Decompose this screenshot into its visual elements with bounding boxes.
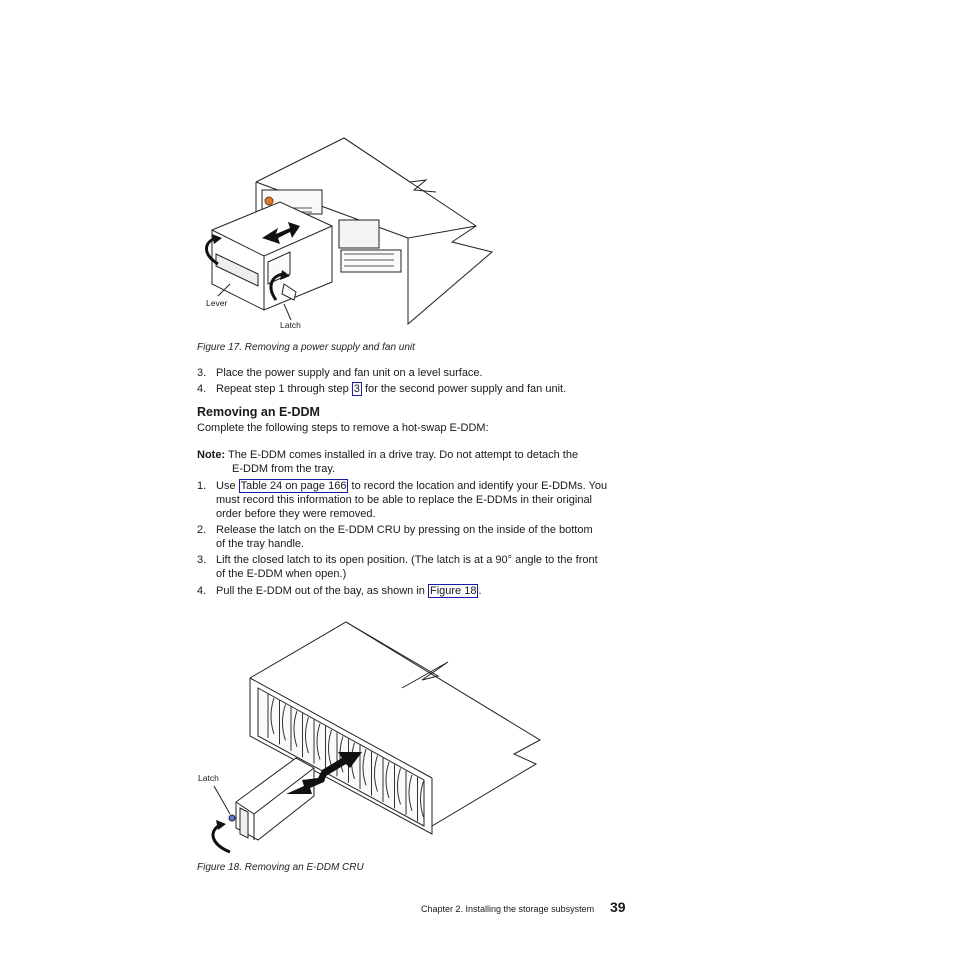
note-text: E-DDM from the tray. xyxy=(232,463,336,475)
step-text: for the second power supply and fan unit. xyxy=(361,383,567,395)
step-text: of the tray handle. xyxy=(216,538,305,550)
figure17-lever-label: Lever xyxy=(206,298,228,308)
footer-chapter: Chapter 2. Installing the storage subsystem xyxy=(421,904,595,914)
list-item xyxy=(197,553,627,581)
step-text: Place the power supply and fan unit on a level surface. xyxy=(216,367,483,379)
step-3-link[interactable]: 3 xyxy=(353,383,360,395)
figure18-latch-label: Latch xyxy=(198,773,219,783)
step-text: Use xyxy=(216,480,239,492)
table-24-link[interactable]: Table 24 on page 166 xyxy=(240,480,347,492)
step-number: 3. xyxy=(197,554,207,566)
list-item xyxy=(197,479,627,521)
section-heading: Removing an E-DDM xyxy=(197,405,320,419)
list-item xyxy=(197,523,627,551)
note xyxy=(197,448,627,476)
section-intro: Complete the following steps to remove a hot-swap E-DDM: xyxy=(197,422,489,434)
step-number: 1. xyxy=(197,480,207,492)
step-text: . xyxy=(478,585,482,597)
figure-18-link[interactable]: Figure 18 xyxy=(429,585,477,597)
figure18-illustration xyxy=(196,618,546,854)
list-item xyxy=(197,584,627,598)
step-text: Repeat step 1 through step xyxy=(216,383,352,395)
step-number: 2. xyxy=(197,524,207,536)
note-label: Note: xyxy=(197,449,226,461)
step-text: order before they were removed. xyxy=(216,508,376,520)
figure18-caption: Figure 18. Removing an E-DDM CRU xyxy=(197,862,364,873)
figure17-latch-label: Latch xyxy=(280,320,301,330)
step-text: Release the latch on the E-DDM CRU by pressing on the inside of the bottom xyxy=(216,524,593,536)
step-text: Pull the E-DDM out of the bay, as shown in xyxy=(216,585,428,597)
step-number: 4. xyxy=(197,585,207,597)
step-text: to record the location and identify your E-DDMs. You xyxy=(348,480,608,492)
list-item xyxy=(197,382,627,396)
step-number: 3. xyxy=(197,367,207,379)
list-item xyxy=(197,366,627,380)
step-text: of the E-DDM when open.) xyxy=(216,568,347,580)
step-text: Lift the closed latch to its open position. (The latch is at a 90° angle to the front xyxy=(216,554,598,566)
step-number: 4. xyxy=(197,383,207,395)
note-text: The E-DDM comes installed in a drive tray. Do not attempt to detach the xyxy=(227,449,579,461)
figure17-caption: Figure 17. Removing a power supply and fan unit xyxy=(197,342,415,353)
figure17-illustration xyxy=(196,134,526,334)
page-number: 39 xyxy=(610,899,626,915)
step-text: must record this information to be able to replace the E-DDMs in their original xyxy=(216,494,593,506)
